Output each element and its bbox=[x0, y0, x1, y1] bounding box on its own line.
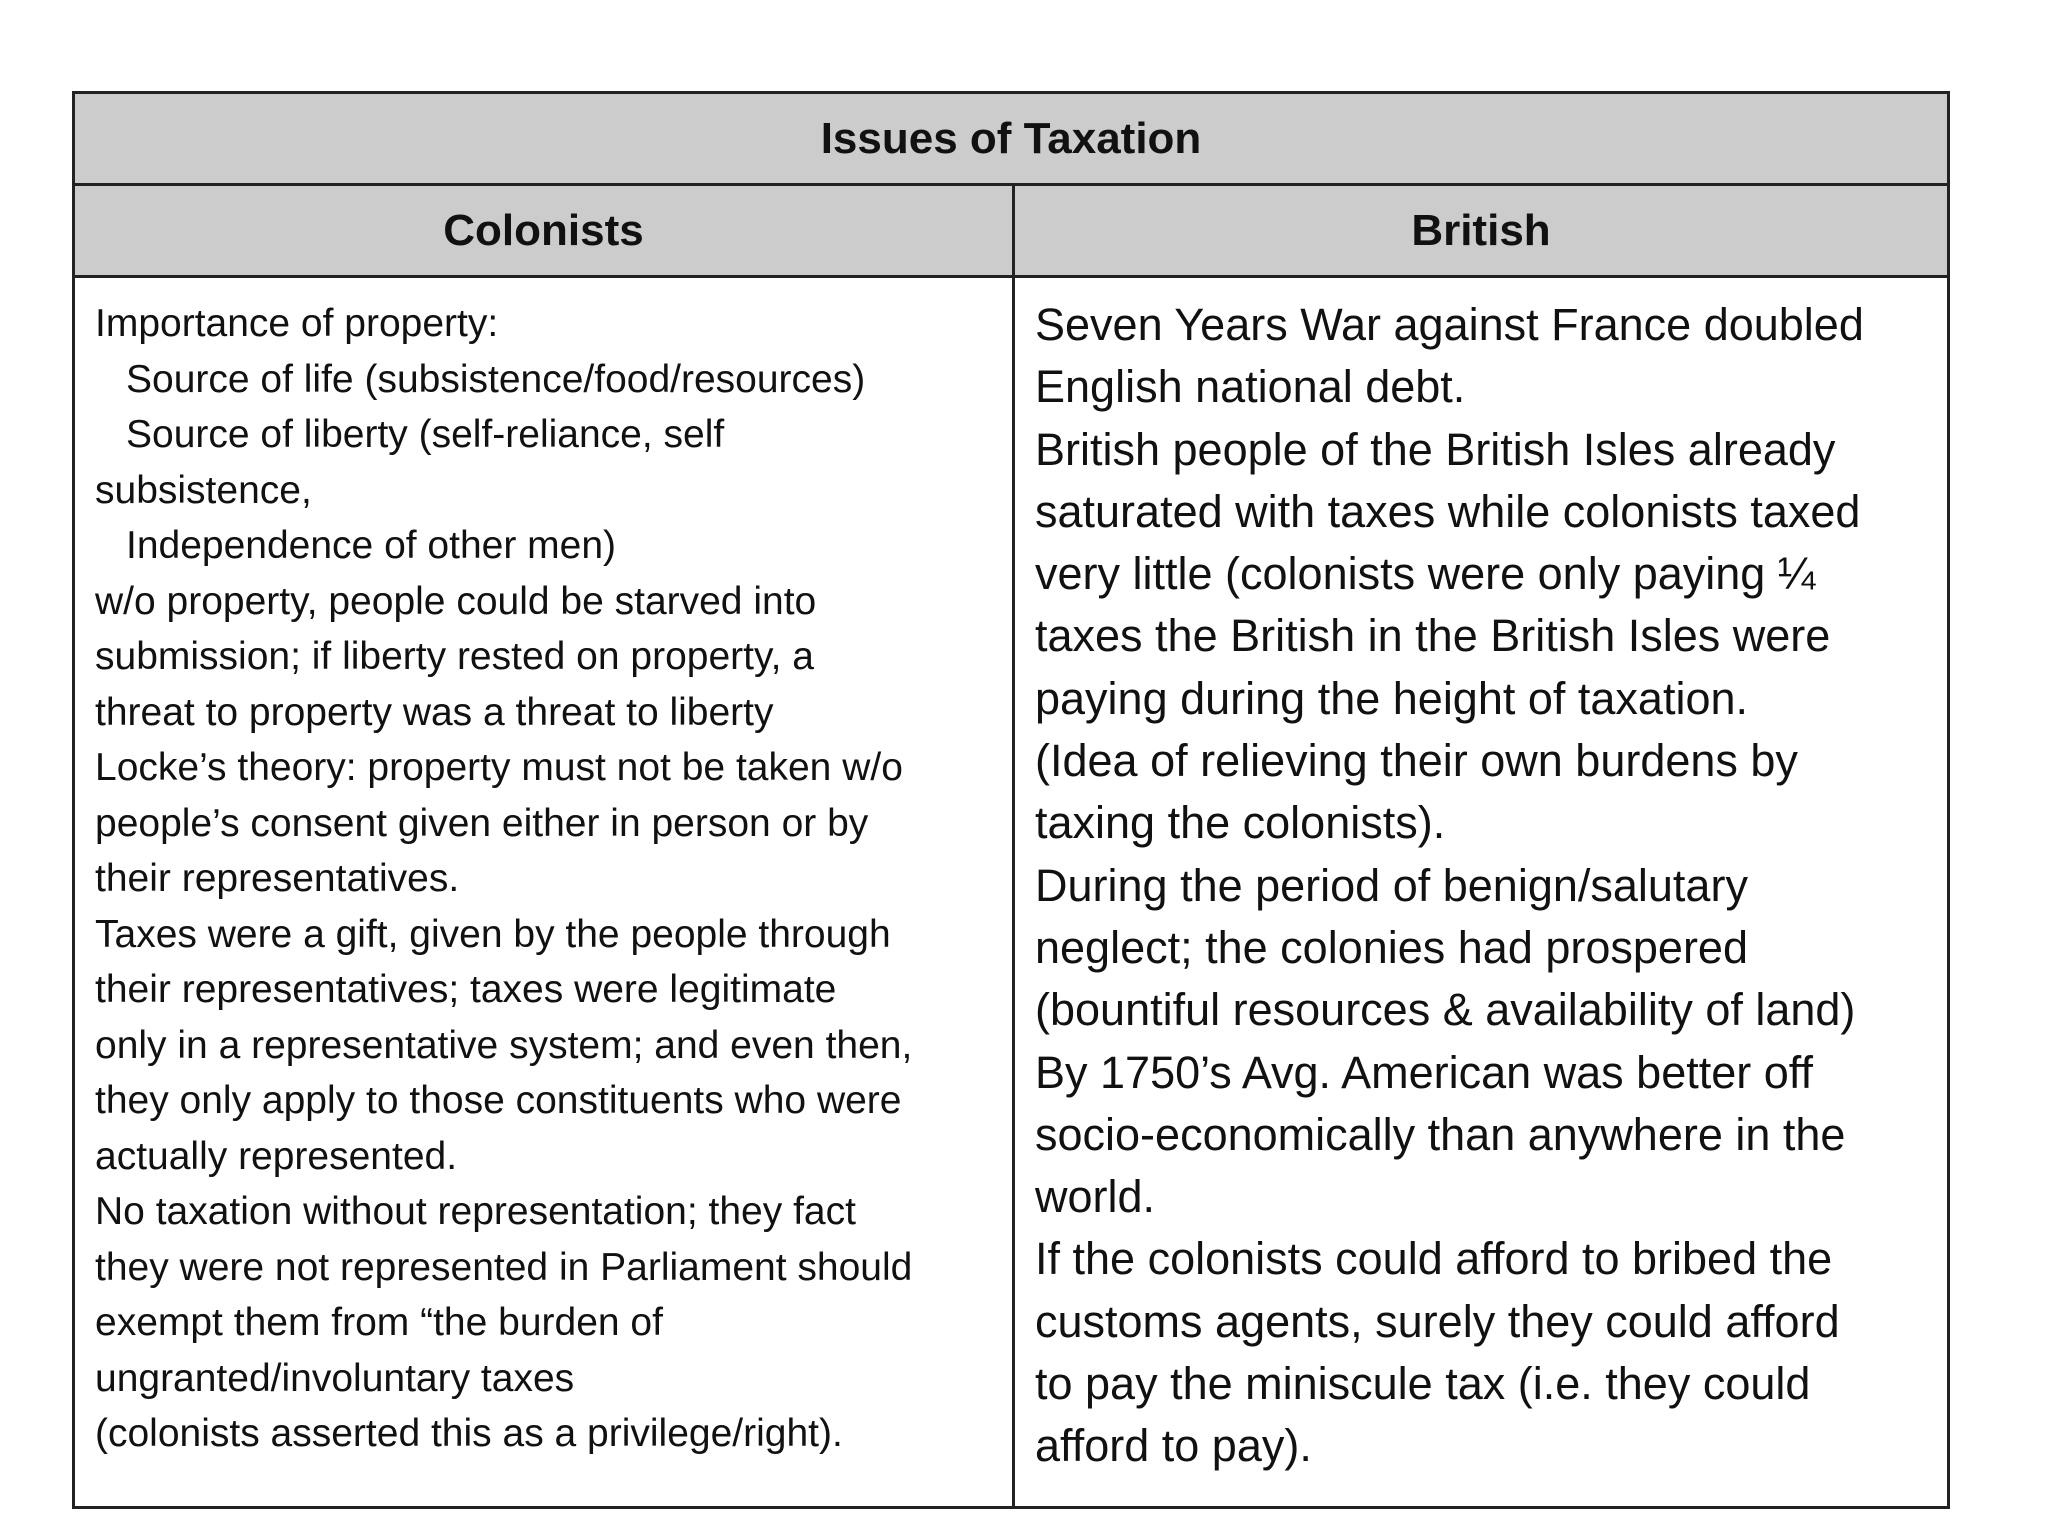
colonists-text-line: their representatives. bbox=[95, 857, 460, 900]
colonists-text-line: No taxation without representation; they fact bbox=[95, 1190, 856, 1233]
british-header: British bbox=[1411, 205, 1551, 255]
table-title: Issues of Taxation bbox=[820, 113, 1202, 163]
british-text-line: neglect; the colonies had prospered bbox=[1035, 921, 1748, 973]
british-text-line: (bountiful resources & availability of land) bbox=[1035, 984, 1856, 1036]
colonists-text-line: ungranted/involuntary taxes bbox=[95, 1356, 575, 1400]
colonists-text-line: their representatives; taxes were legitimate bbox=[95, 968, 837, 1011]
colonists-text-line: they only apply to those constituents who were bbox=[95, 1079, 902, 1122]
colonists-text-line: Locke’s theory: property must not be taken w/o bbox=[95, 746, 903, 789]
colonists-cell bbox=[75, 278, 1015, 1506]
colonists-text-line: Independence of other men) bbox=[126, 524, 617, 567]
british-text-line: to pay the miniscule tax (i.e. they could bbox=[1035, 1358, 1811, 1410]
british-text-line: afford to pay). bbox=[1035, 1420, 1312, 1472]
british-text-line: saturated with taxes while colonists taxed bbox=[1035, 485, 1861, 537]
colonists-header: Colonists bbox=[443, 205, 644, 255]
british-text-line: English national debt. bbox=[1035, 361, 1466, 413]
colonists-text-line: Source of liberty (self-reliance, self bbox=[126, 413, 725, 456]
taxation-table bbox=[72, 91, 1950, 1509]
british-text-line: If the colonists could afford to bribed the bbox=[1035, 1233, 1833, 1285]
table-title-row bbox=[75, 94, 1947, 186]
colonists-text-line: people’s consent given either in person or by bbox=[95, 801, 869, 845]
british-text-line: world. bbox=[1035, 1171, 1156, 1223]
british-text-line: taxing the colonists). bbox=[1035, 797, 1446, 849]
colonists-text-line: exempt them from “the burden of bbox=[95, 1301, 663, 1344]
british-text-line: Seven Years War against France doubled bbox=[1035, 299, 1864, 350]
colonists-text-line: (colonists asserted this as a privilege/right). bbox=[95, 1412, 843, 1455]
colonists-text-line: only in a representative system; and even then, bbox=[95, 1023, 913, 1067]
british-text-line: customs agents, surely they could afford bbox=[1035, 1295, 1840, 1347]
british-text-line: By 1750’s Avg. American was better off bbox=[1035, 1046, 1813, 1098]
colonists-text-line: Taxes were a gift, given by the people through bbox=[95, 912, 891, 956]
table-body-row bbox=[75, 278, 1947, 1506]
british-text-line: British people of the British Isles already bbox=[1035, 423, 1836, 475]
colonists-text-line: Importance of property: bbox=[95, 302, 499, 345]
colonists-text-line: Source of life (subsistence/food/resources) bbox=[126, 357, 866, 401]
table-header-row bbox=[75, 186, 1947, 278]
british-text-line: very little (colonists were only paying ¼ bbox=[1035, 548, 1816, 600]
colonists-text-line: w/o property, people could be starved into bbox=[95, 579, 817, 623]
colonists-text-line: submission; if liberty rested on property, a bbox=[95, 635, 814, 678]
british-text-line: socio-economically than anywhere in the bbox=[1035, 1108, 1846, 1160]
colonists-text-line: subsistence, bbox=[95, 468, 312, 512]
colonists-text-line: they were not represented in Parliament should bbox=[95, 1245, 913, 1289]
colonists-header-cell bbox=[75, 186, 1015, 275]
colonists-text-line: threat to property was a threat to liberty bbox=[95, 690, 774, 734]
british-text-line: paying during the height of taxation. bbox=[1035, 672, 1749, 724]
british-cell bbox=[1015, 278, 1947, 1506]
british-text-line: taxes the British in the British Isles were bbox=[1035, 610, 1831, 662]
british-header-cell bbox=[1015, 186, 1947, 275]
colonists-text-line: actually represented. bbox=[95, 1134, 458, 1178]
british-text-line: During the period of benign/salutary bbox=[1035, 859, 1748, 911]
british-text-line: (Idea of relieving their own burdens by bbox=[1035, 735, 1798, 787]
